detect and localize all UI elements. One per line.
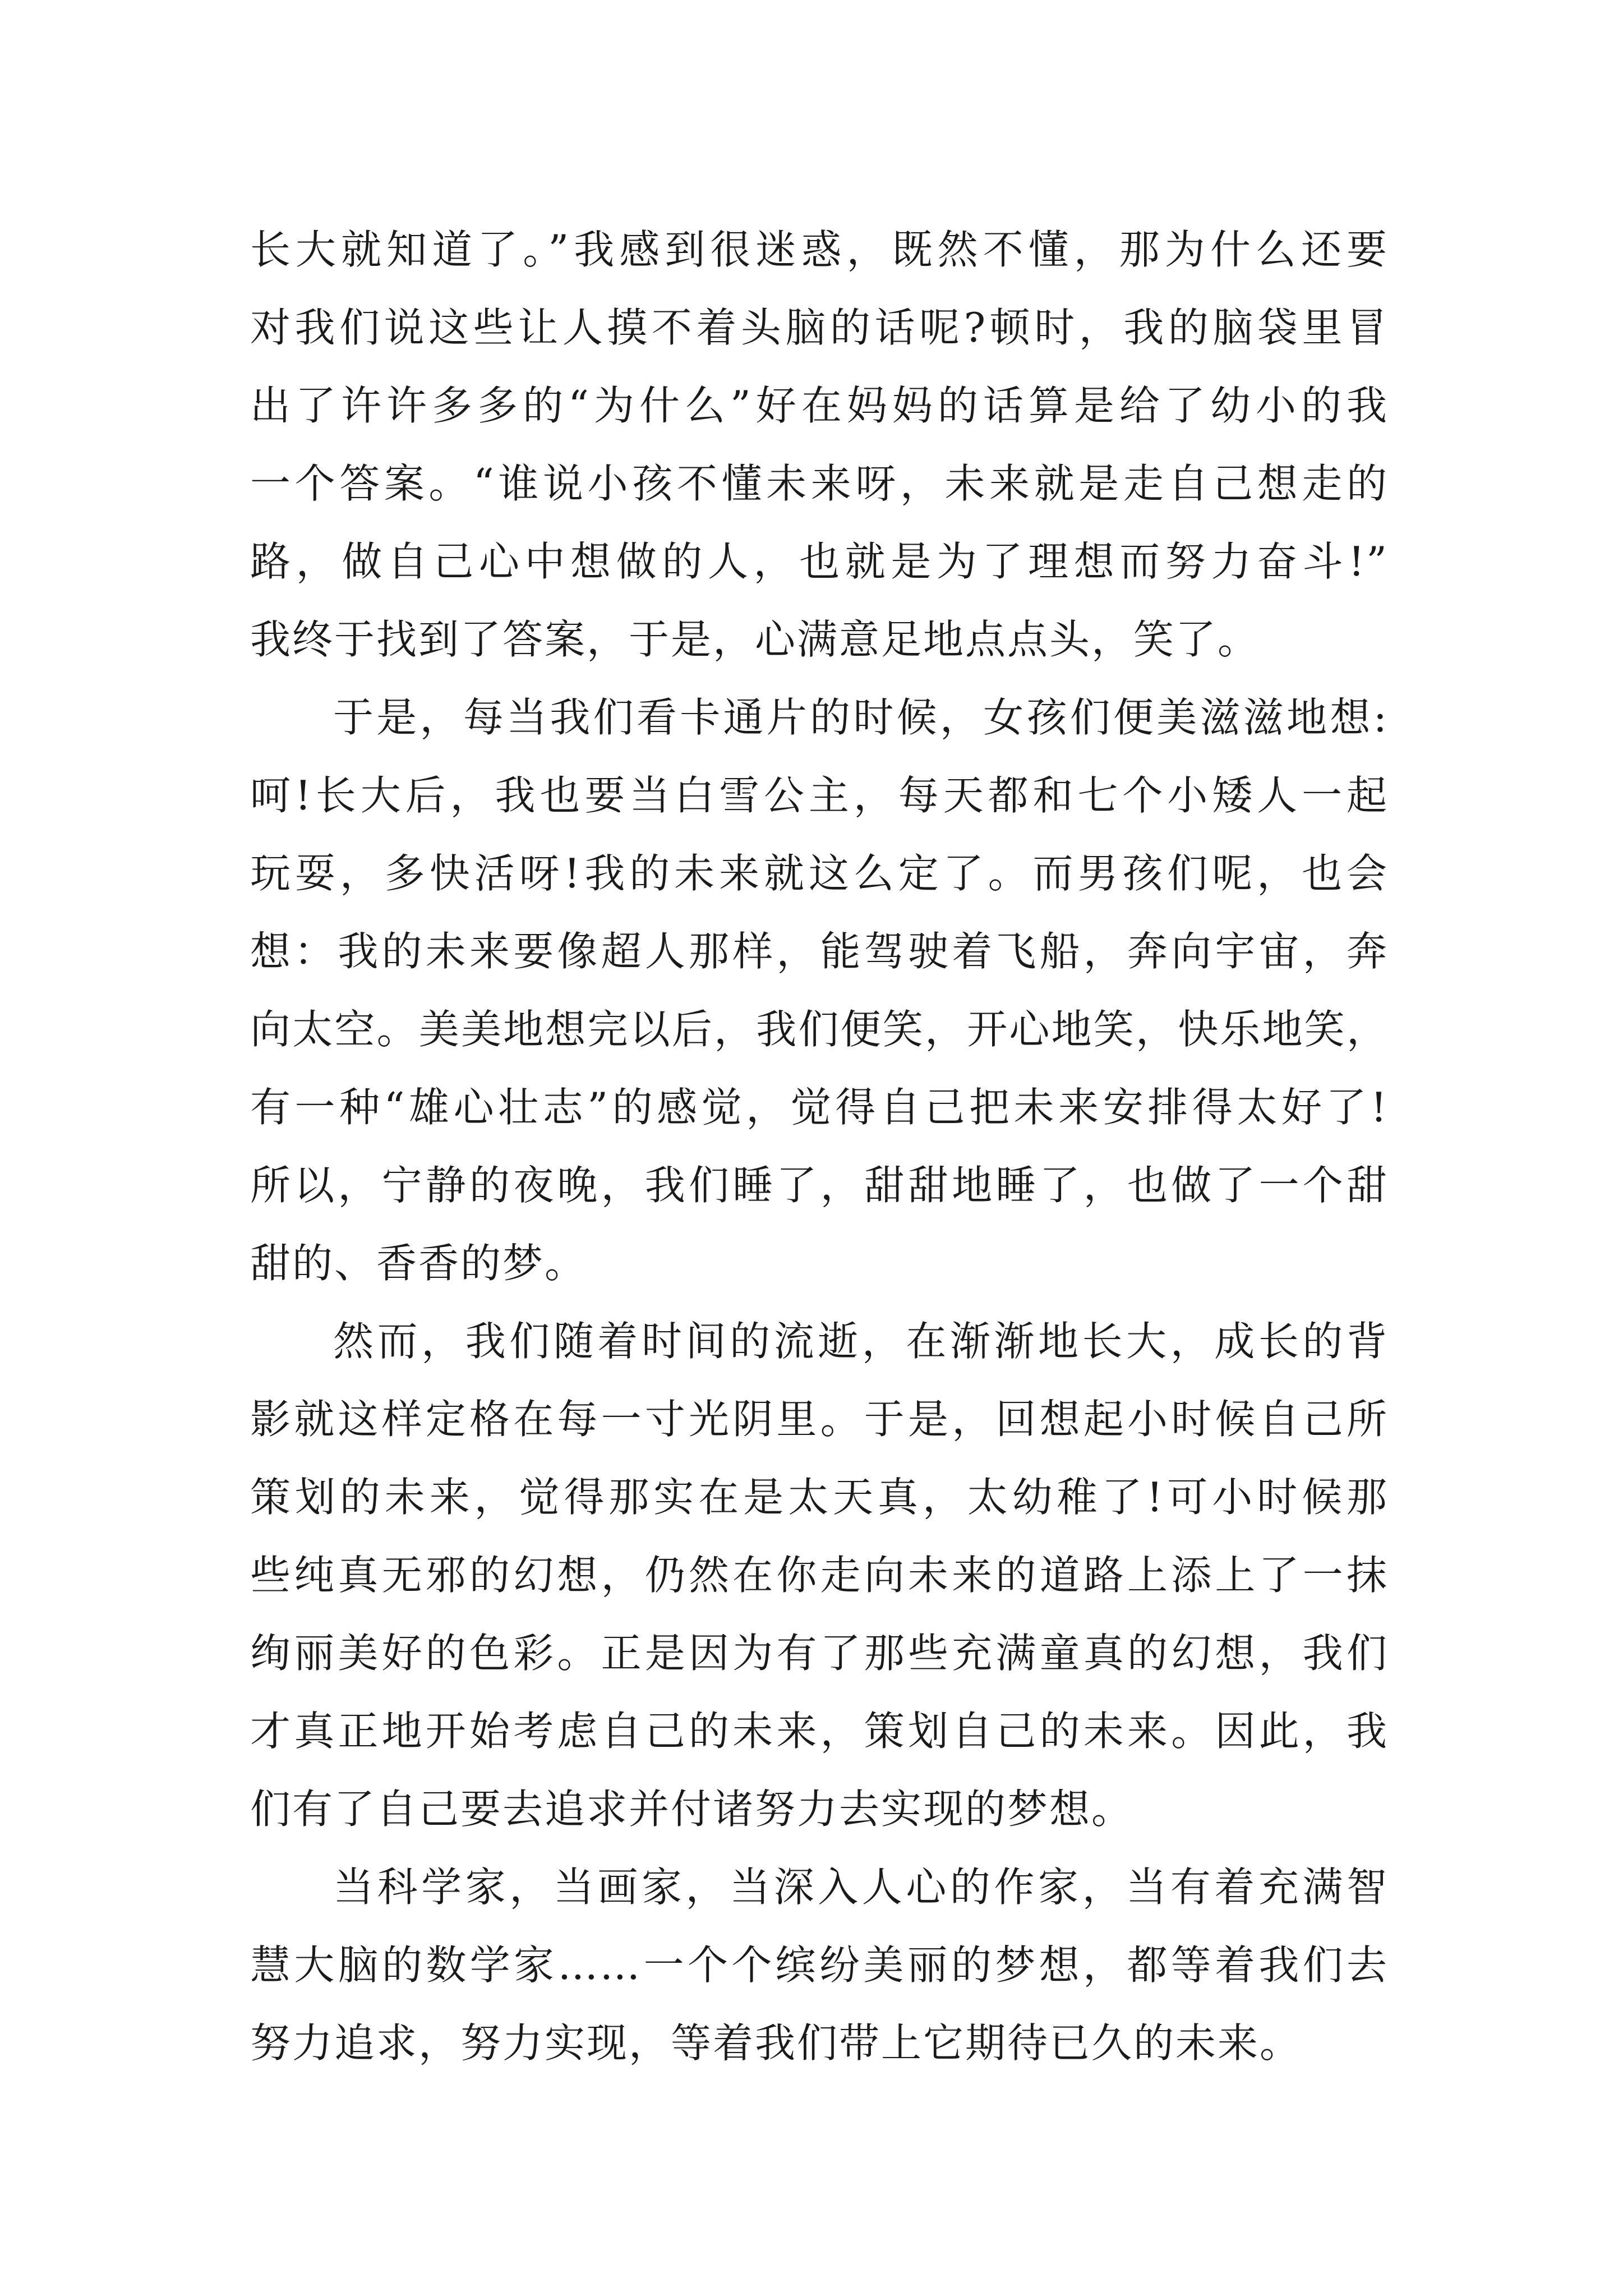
text-line: 有一种“雄心壮志”的感觉，觉得自己把未来安排得太好了! xyxy=(250,1084,1389,1131)
text-line: 策划的未来，觉得那实在是太天真，太幼稚了!可小时候那 xyxy=(250,1474,1389,1521)
text-line: 努力追求，努力实现，等着我们带上它期待已久的未来。 xyxy=(250,2019,1302,2067)
text-line: 出了许许多多的“为什么”好在妈妈的话算是给了幼小的我 xyxy=(250,382,1389,429)
text-line: 然而，我们随着时间的流逝，在渐渐地长大，成长的背 xyxy=(333,1318,1389,1365)
text-line: 慧大脑的数学家……一个个缤纷美丽的梦想，都等着我们去 xyxy=(250,1941,1389,1989)
text-line: 向太空。美美地想完以后，我们便笑，开心地笑，快乐地笑， xyxy=(250,1006,1389,1053)
text-line: 绚丽美好的色彩。正是因为有了那些充满童真的幻想，我们 xyxy=(250,1630,1389,1677)
body-text xyxy=(250,211,1389,2082)
text-line: 当科学家，当画家，当深入人心的作家，当有着充满智 xyxy=(333,1864,1389,1911)
text-line: 我终于找到了答案，于是，心满意足地点点头，笑了。 xyxy=(250,616,1260,663)
text-line: 些纯真无邪的幻想，仍然在你走向未来的道路上添上了一抹 xyxy=(250,1552,1389,1599)
text-line: 对我们说这些让人摸不着头脑的话呢?顿时，我的脑袋里冒 xyxy=(250,304,1389,351)
text-line: 甜的、香香的梦。 xyxy=(250,1240,587,1287)
paragraph-1 xyxy=(250,211,1389,679)
text-line: 所以，宁静的夜晚，我们睡了，甜甜地睡了，也做了一个甜 xyxy=(250,1162,1389,1209)
text-line: 路，做自己心中想做的人，也就是为了理想而努力奋斗!” xyxy=(250,538,1389,585)
text-line: 影就这样定格在每一寸光阴里。于是，回想起小时候自己所 xyxy=(250,1396,1389,1443)
text-line: 呵!长大后，我也要当白雪公主，每天都和七个小矮人一起 xyxy=(250,772,1389,819)
text-line: 才真正地开始考虑自己的未来，策划自己的未来。因此，我 xyxy=(250,1708,1389,1755)
paragraph-4 xyxy=(250,1848,1389,2082)
text-line: 一个答案。“谁说小孩不懂未来呀，未来就是走自己想走的 xyxy=(250,460,1389,507)
paragraph-2 xyxy=(250,679,1389,1303)
text-line: 玩耍，多快活呀!我的未来就这么定了。而男孩们呢，也会 xyxy=(250,850,1389,897)
text-line: 们有了自己要去追求并付诸努力去实现的梦想。 xyxy=(250,1786,1134,1833)
text-line: 于是，每当我们看卡通片的时候，女孩们便美滋滋地想: xyxy=(333,694,1389,741)
text-line: 想：我的未来要像超人那样，能驾驶着飞船，奔向宇宙，奔 xyxy=(250,928,1389,975)
paragraph-3 xyxy=(250,1303,1389,1848)
text-line: 长大就知道了。”我感到很迷惑，既然不懂，那为什么还要 xyxy=(250,226,1389,273)
